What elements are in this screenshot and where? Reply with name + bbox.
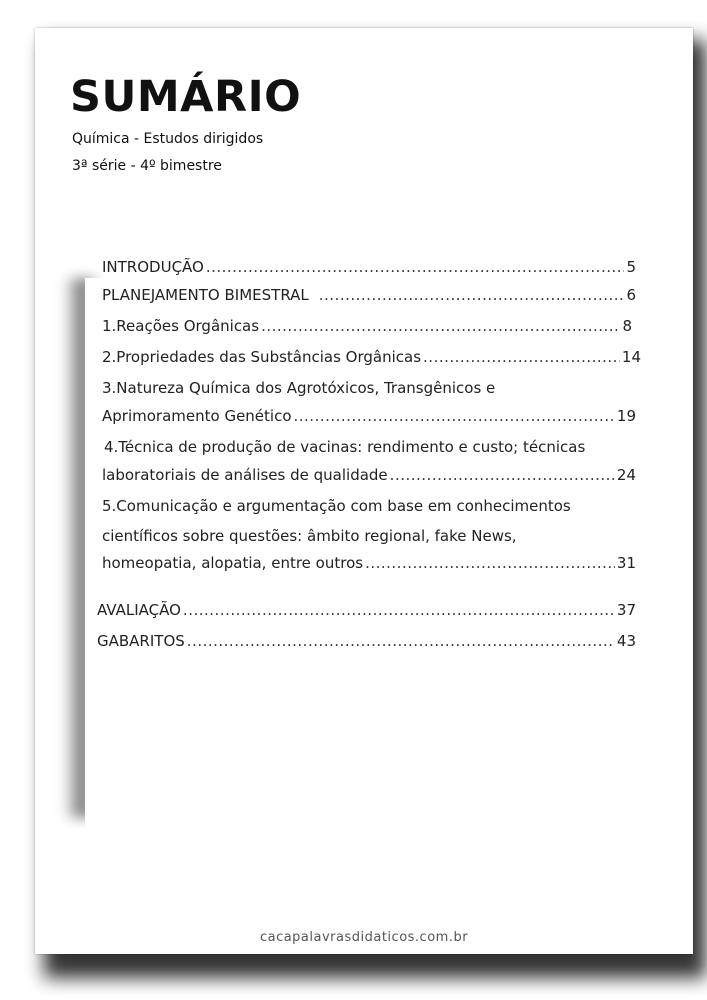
toc-entry-avaliacao[interactable] xyxy=(97,599,636,621)
toc-leader xyxy=(187,630,615,652)
footer-website[interactable]: cacapalavrasdidaticos.com.br xyxy=(259,930,469,945)
toc-entry-label: homeopatia, alopatia, entre outros xyxy=(102,554,364,572)
toc-leader xyxy=(390,464,615,486)
toc-entry-5[interactable] xyxy=(102,552,636,574)
toc-page-number: 37 xyxy=(616,601,636,619)
toc-page-number: 43 xyxy=(616,632,636,650)
toc-leader xyxy=(206,256,625,278)
toc-entry-intro[interactable] xyxy=(102,256,636,278)
document-page xyxy=(35,28,693,954)
toc-entry-4[interactable] xyxy=(102,464,636,486)
toc-entry-1[interactable] xyxy=(102,315,632,337)
toc-entry-3-line1: 3.Natureza Química dos Agrotóxicos, Transgênicos e xyxy=(102,379,496,397)
toc-entry-5-line1: 5.Comunicação e argumentação com base em conhecimentos xyxy=(102,497,571,515)
toc-entry-label: AVALIAÇÃO xyxy=(97,601,181,619)
toc-entry-label: Aprimoramento Genético xyxy=(102,407,292,425)
toc-entry-planejamento[interactable] xyxy=(102,284,636,306)
toc-entry-label: GABARITOS xyxy=(97,632,185,650)
toc-leader xyxy=(319,284,625,306)
toc-leader xyxy=(365,552,615,574)
toc-page-number: 5 xyxy=(626,258,636,276)
toc-leader xyxy=(294,405,615,427)
toc-page-number: 6 xyxy=(626,286,636,304)
toc-page-number: 19 xyxy=(616,407,636,425)
toc-leader xyxy=(423,346,620,368)
toc-entry-4-line1: 4.Técnica de produção de vacinas: rendimento e custo; técnicas xyxy=(104,438,586,456)
toc-page-number: 8 xyxy=(622,317,632,335)
toc-page-number: 14 xyxy=(621,348,641,366)
toc-entry-label: PLANEJAMENTO BIMESTRAL xyxy=(102,286,309,304)
page-title: SUMÁRIO xyxy=(70,72,302,122)
toc-entry-label: 2.Propriedades das Substâncias Orgânicas xyxy=(102,348,422,366)
toc-entry-label: 1.Reações Orgânicas xyxy=(102,317,260,335)
toc-entry-label: INTRODUÇÃO xyxy=(102,258,204,276)
toc-leader xyxy=(261,315,620,337)
toc-entry-5-line2: científicos sobre questões: âmbito regional, fake News, xyxy=(102,527,517,545)
toc-page-number: 24 xyxy=(616,466,636,484)
toc-entry-3[interactable] xyxy=(102,405,636,427)
toc-page-number: 31 xyxy=(616,554,636,572)
subtitle-subject: Química - Estudos dirigidos xyxy=(72,131,264,147)
toc-entry-2[interactable] xyxy=(102,346,641,368)
toc-entry-label: laboratoriais de análises de qualidade xyxy=(102,466,388,484)
toc-leader xyxy=(183,599,615,621)
toc-entry-gabaritos[interactable] xyxy=(97,630,636,652)
subtitle-grade: 3ª série - 4º bimestre xyxy=(72,158,222,174)
